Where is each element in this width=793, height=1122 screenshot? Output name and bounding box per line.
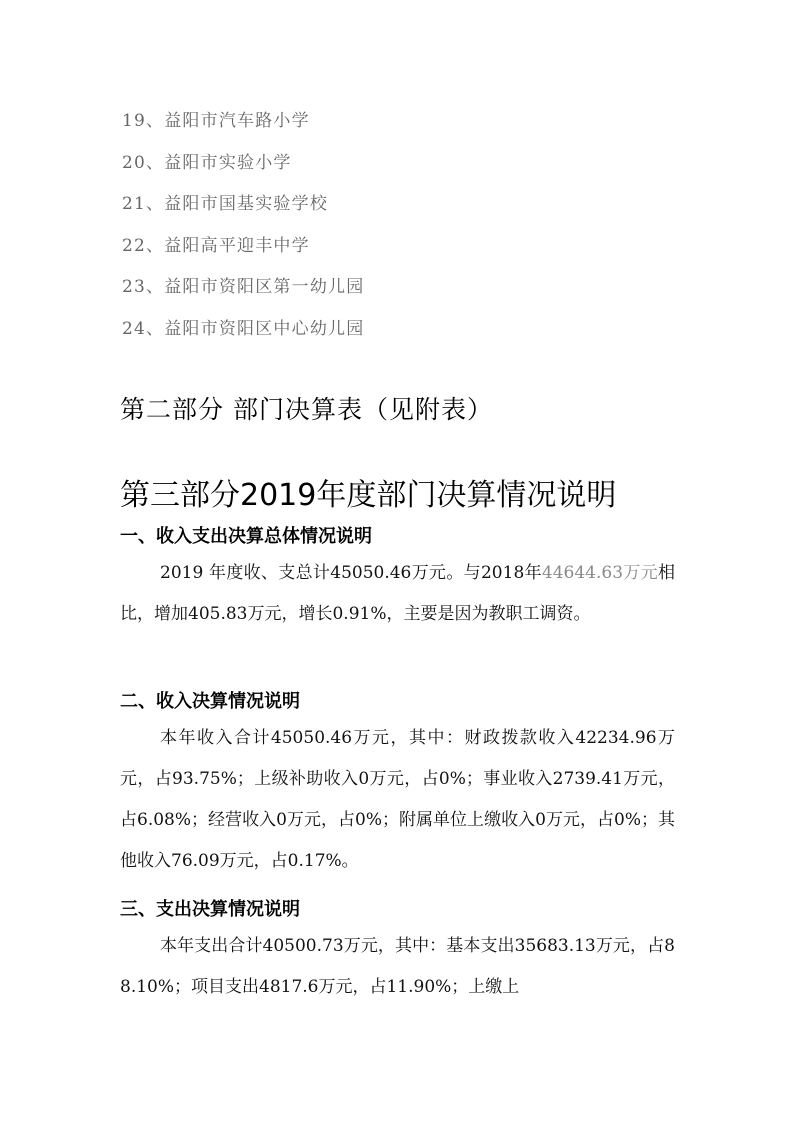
school-list-item-23: 23、益阳市资阳区第一幼儿园: [122, 277, 365, 297]
section1-text-a: 2019 年度收、支总计45050.46万元。与2018年: [160, 563, 542, 583]
section1-paragraph: [120, 553, 675, 635]
school-list-item-20: 20、益阳市实验小学: [122, 153, 292, 173]
section1-text-highlight: 44644.63万元: [541, 563, 658, 583]
school-list-item-24: 24、益阳市资阳区中心幼儿园: [122, 319, 365, 339]
school-list-item-21: 21、益阳市国基实验学校: [122, 194, 329, 214]
section3-heading: 三、支出决算情况说明: [120, 899, 300, 920]
section1-heading: 一、收入支出决算总体情况说明: [120, 526, 372, 547]
part2-heading: 第二部分 部门决算表（见附表）: [120, 395, 493, 424]
part3-heading: 第三部分2019年度部门决算情况说明: [120, 478, 617, 513]
section2-heading: 二、收入决算情况说明: [120, 691, 300, 712]
school-list-item-22: 22、益阳高平迎丰中学: [122, 236, 310, 256]
section1-text-b: 相比，增加405.83万元，增长0.91%，主要是因为教职工调资。: [120, 563, 675, 624]
section3-paragraph: 本年支出合计40500.73万元，其中：基本支出35683.13万元，占88.10%；项目支出4817.6万元，占11.90%；上缴上: [120, 936, 675, 997]
section2-paragraph: 本年收入合计45050.46万元，其中：财政拨款收入42234.96万元，占93.75%；上级补助收入0万元，占0%；事业收入2739.41万元，占6.08%；经营收入0万元，占0%；附属单位上缴收入0万元，占0%；其他收入76.09万元，占0.17%。: [120, 728, 675, 871]
school-list-item-19: 19、益阳市汽车路小学: [122, 111, 310, 131]
